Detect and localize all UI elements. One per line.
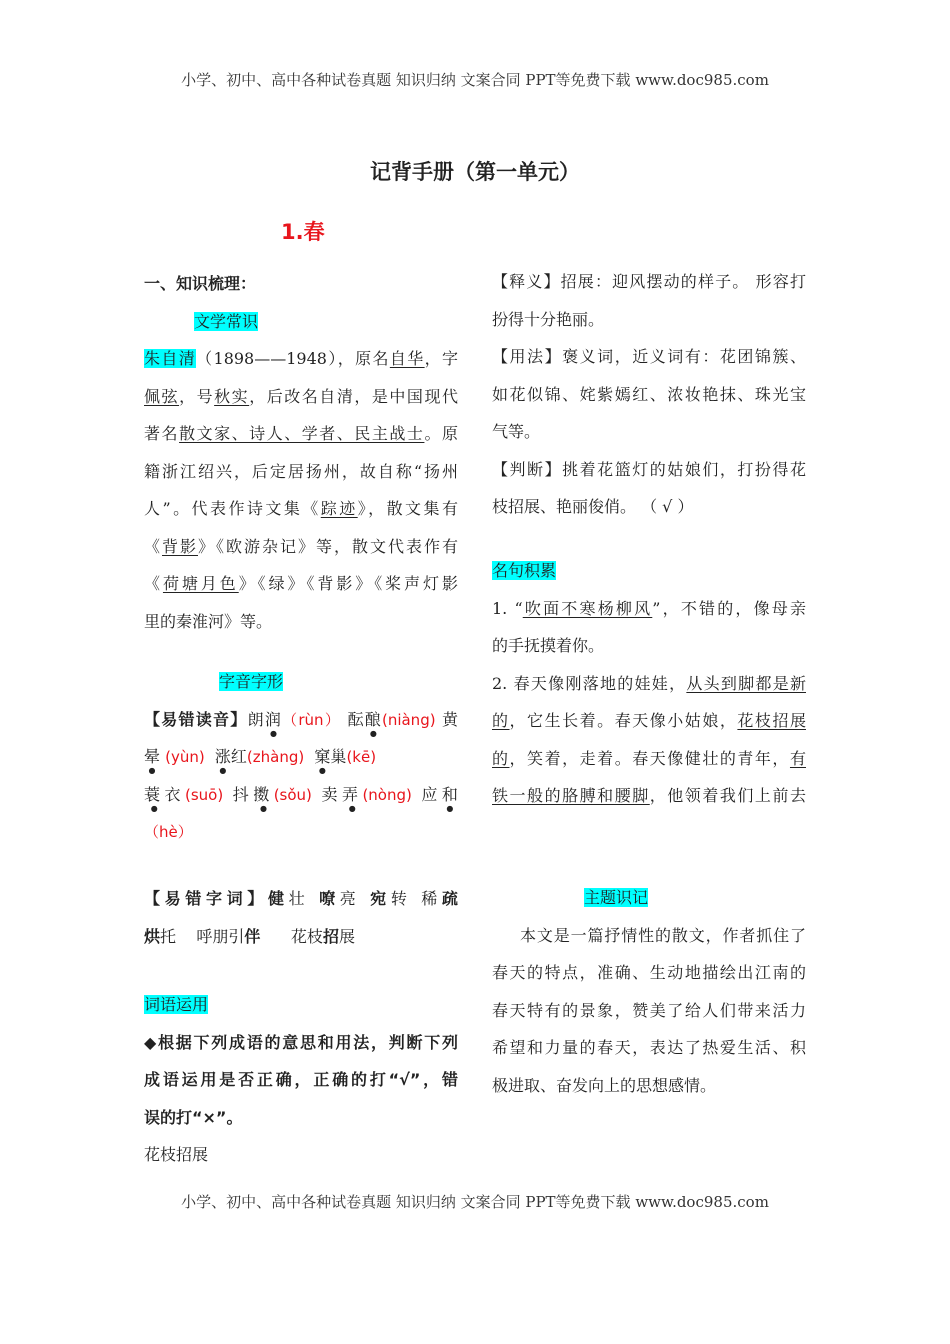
pron-char-dotted: 蓑 — [144, 784, 165, 804]
quote-line — [492, 740, 806, 778]
usage-line: 如花似锦、姹紫嫣红、浓妆艳抹、珠光宝 — [492, 384, 806, 404]
lit-line — [144, 490, 458, 528]
sound-section — [144, 663, 458, 851]
usage-heading: 词语运用 — [144, 995, 209, 1014]
typo-label: 【易错字词】 — [144, 889, 268, 908]
pron-pinyin: (zhàng) — [246, 748, 305, 766]
lit-text: 。原 — [424, 424, 458, 443]
theme-line: 春天的特点，准确、生动地描绘出江南的 — [492, 963, 806, 982]
typo-line-1 — [144, 880, 458, 918]
pron-char: 红 — [230, 747, 247, 766]
typo-bold: 伴 — [244, 926, 261, 946]
lit-underlined: 踪迹 — [320, 499, 358, 518]
pron-line-1 — [144, 701, 458, 739]
pron-pinyin: (niàng) — [381, 710, 436, 729]
page-title: 记背手册（第一单元） — [370, 160, 580, 184]
quote-text: 2. 春天像刚落地的娃娃， — [492, 673, 687, 693]
pron-char: 黄 — [441, 709, 458, 729]
typo-text: 展 — [338, 926, 355, 946]
quote-text: ，它生长着。春天像小姑娘， — [509, 711, 738, 730]
quotes-heading-row — [492, 552, 806, 590]
theme-heading: 主题识记 — [584, 888, 649, 907]
lit-line — [144, 565, 458, 603]
pron-pinyin: (yùn) — [165, 748, 205, 766]
quote-text: ，笑着，走着。春天像健壮的青年， — [509, 748, 790, 768]
lit-heading: 文学常识 — [194, 311, 259, 331]
pron-char-dotted: 涨 — [214, 747, 231, 766]
pron-line-3 — [144, 776, 458, 814]
pron-char-dotted: 润 — [264, 709, 283, 729]
quote-underlined: 铁一般的胳膊和腰脚 — [492, 786, 650, 805]
quote-line — [492, 702, 806, 740]
pron-char: 衣 — [164, 784, 185, 804]
theme-line: 春天特有的景象，赞美了给人们带来活力 — [492, 1000, 806, 1020]
typo-bold: 招 — [322, 926, 339, 946]
pron-pinyin: (kē) — [346, 748, 377, 766]
author-name: 朱自清 — [144, 349, 197, 368]
quote-underlined: 吹面不寒杨柳风 — [522, 598, 653, 618]
typo-text: 转 — [390, 889, 412, 908]
pron-pinyin: （hè） — [144, 823, 193, 841]
pron-char-dotted: 窠 — [314, 747, 331, 766]
sound-heading: 字音字形 — [219, 672, 284, 691]
quote-text: ”，不错的，像母亲 — [652, 598, 806, 618]
meaning-line: 扮得十分艳丽。 — [492, 309, 605, 329]
pron-char-dotted: 晕 — [144, 747, 161, 766]
pron-line-4 — [144, 813, 458, 851]
pron-label: 【易错读音】 — [144, 709, 248, 729]
lit-line — [144, 340, 458, 378]
pron-char-dotted: 和 — [441, 784, 458, 804]
lit-text: ，号 — [179, 386, 215, 406]
lit-text: 》，散文集有 — [357, 499, 458, 518]
lit-text: ，字 — [424, 349, 458, 368]
usage-line: 【用法】褒义词，近义词有：花团锦簇、 — [492, 347, 806, 366]
quote-line: 的手抚摸着你。 — [492, 636, 605, 655]
lit-text: 》《绿》《背影》《桨声灯影 — [238, 574, 458, 593]
lit-underlined: 佩弦 — [144, 386, 180, 406]
lit-heading-row — [144, 303, 458, 341]
theme-section — [492, 879, 806, 1104]
quote-text: 1. “ — [492, 598, 523, 618]
pron-char: 巢 — [330, 747, 347, 766]
pron-pinyin: (sǒu) — [273, 785, 312, 804]
quote-underlined: 的 — [492, 711, 510, 730]
section-heading: 一、知识梳理： — [144, 274, 257, 293]
theme-line: 希望和力量的春天，表达了热爱生活、积 — [492, 1038, 806, 1057]
lit-underlined: 背影 — [162, 536, 198, 556]
lit-text: （1898——1948），原名 — [196, 349, 390, 368]
usage-word: 花枝招展 — [144, 1145, 209, 1164]
usage-heading-row — [144, 986, 458, 1024]
quote-underlined: 花枝招展 — [737, 711, 806, 730]
lit-text: 》《欧游杂记》等，散文代表作有 — [198, 536, 458, 556]
pron-char: 卖 — [321, 784, 342, 804]
typo-bold: 嘹 — [319, 889, 340, 908]
theme-heading-row — [492, 879, 806, 917]
pron-char-dotted: 擞 — [253, 784, 274, 804]
pron-char-dotted: 弄 — [341, 784, 363, 804]
lit-line — [144, 378, 458, 416]
lit-line: 里的秦淮河》等。 — [144, 611, 273, 631]
quote-line — [492, 777, 806, 815]
pron-char: 应 — [421, 784, 442, 804]
left-column — [144, 265, 458, 640]
lit-underlined: 自华 — [389, 349, 425, 368]
lit-underlined: 秋实 — [214, 386, 250, 406]
lit-text: 《 — [144, 536, 162, 556]
typo-text: 呼朋引 — [196, 926, 245, 946]
quote-text: ，他领着我们上前去 — [649, 786, 806, 805]
lit-text: 著名 — [144, 424, 180, 443]
page-footer: 小学、初中、高中各种试卷真题 知识归纳 文案合同 PPT等免费下载 www.doc985.com — [181, 1193, 769, 1211]
meaning-line: 【释义】招展：迎风摆动的样子。 形容打 — [492, 272, 806, 291]
pron-char: 抖 — [232, 784, 254, 804]
typo-bold: 宛 — [370, 889, 391, 908]
usage-instruction: ◆根据下列成语的意思和用法，判断下列 — [144, 1032, 458, 1052]
pron-pinyin: (nòng) — [362, 785, 412, 804]
lit-line — [144, 415, 458, 453]
typo-line-2 — [144, 918, 458, 956]
typo-text: 花枝 — [290, 926, 323, 946]
pron-char: 酝 — [347, 709, 365, 729]
usage-section — [144, 986, 458, 1174]
lesson-title: 1.春 — [281, 220, 325, 244]
usage-line: 气等。 — [492, 422, 541, 441]
theme-line: 本文是一篇抒情性的散文，作者抓住了 — [520, 925, 806, 945]
lit-text: 人”。代表作诗文集《 — [144, 499, 321, 518]
lit-line — [144, 528, 458, 566]
judge-line: 【判断】挑着花篮灯的姑娘们，打扮得花 — [492, 459, 806, 479]
pron-pinyin: (suō) — [184, 785, 224, 804]
quote-underlined: 从头到脚都是新 — [686, 673, 806, 693]
lit-text: 《 — [144, 574, 163, 593]
page-header: 小学、初中、高中各种试卷真题 知识归纳 文案合同 PPT等免费下载 www.doc985.com — [181, 71, 769, 89]
typo-bold: 烘 — [144, 926, 161, 946]
lit-underlined: 荷塘月色 — [162, 574, 239, 593]
lit-underlined: 散文家、诗人、学者、民主战士 — [179, 424, 425, 443]
usage-instruction: 成语运用是否正确，正确的打“√”，错 — [144, 1070, 458, 1089]
typo-bold: 疏 — [441, 889, 458, 908]
pron-char-dotted: 酿 — [364, 709, 382, 729]
typo-text: 托 — [160, 926, 177, 946]
typo-text: 亮 — [339, 889, 361, 908]
typo-section — [144, 880, 458, 955]
quote-underlined: 的 — [492, 748, 510, 768]
usage-instruction: 误的打“×”。 — [144, 1107, 243, 1127]
lit-line: 籍浙江绍兴，后定居扬州，故自称“扬州 — [144, 461, 458, 481]
typo-text: 壮 — [288, 889, 310, 908]
quotes-section — [492, 552, 806, 815]
judge-line: 枝招展、艳丽俊俏。 （ √ ） — [492, 497, 694, 516]
quote-line — [492, 665, 806, 703]
pron-line-2 — [144, 738, 458, 776]
pron-char: 朗 — [247, 709, 265, 729]
theme-line: 极进取、奋发向上的思想感情。 — [492, 1075, 717, 1095]
quote-line — [492, 590, 806, 628]
quotes-heading: 名句积累 — [492, 561, 557, 580]
sound-heading-row — [144, 663, 458, 701]
typo-text: 稀 — [421, 889, 442, 908]
pron-pinyin: （rùn） — [282, 710, 342, 729]
right-column — [492, 263, 806, 526]
lit-text: ，后改名自清，是中国现代 — [249, 386, 458, 406]
typo-bold: 健 — [267, 889, 289, 908]
quote-underlined: 有 — [789, 748, 806, 768]
